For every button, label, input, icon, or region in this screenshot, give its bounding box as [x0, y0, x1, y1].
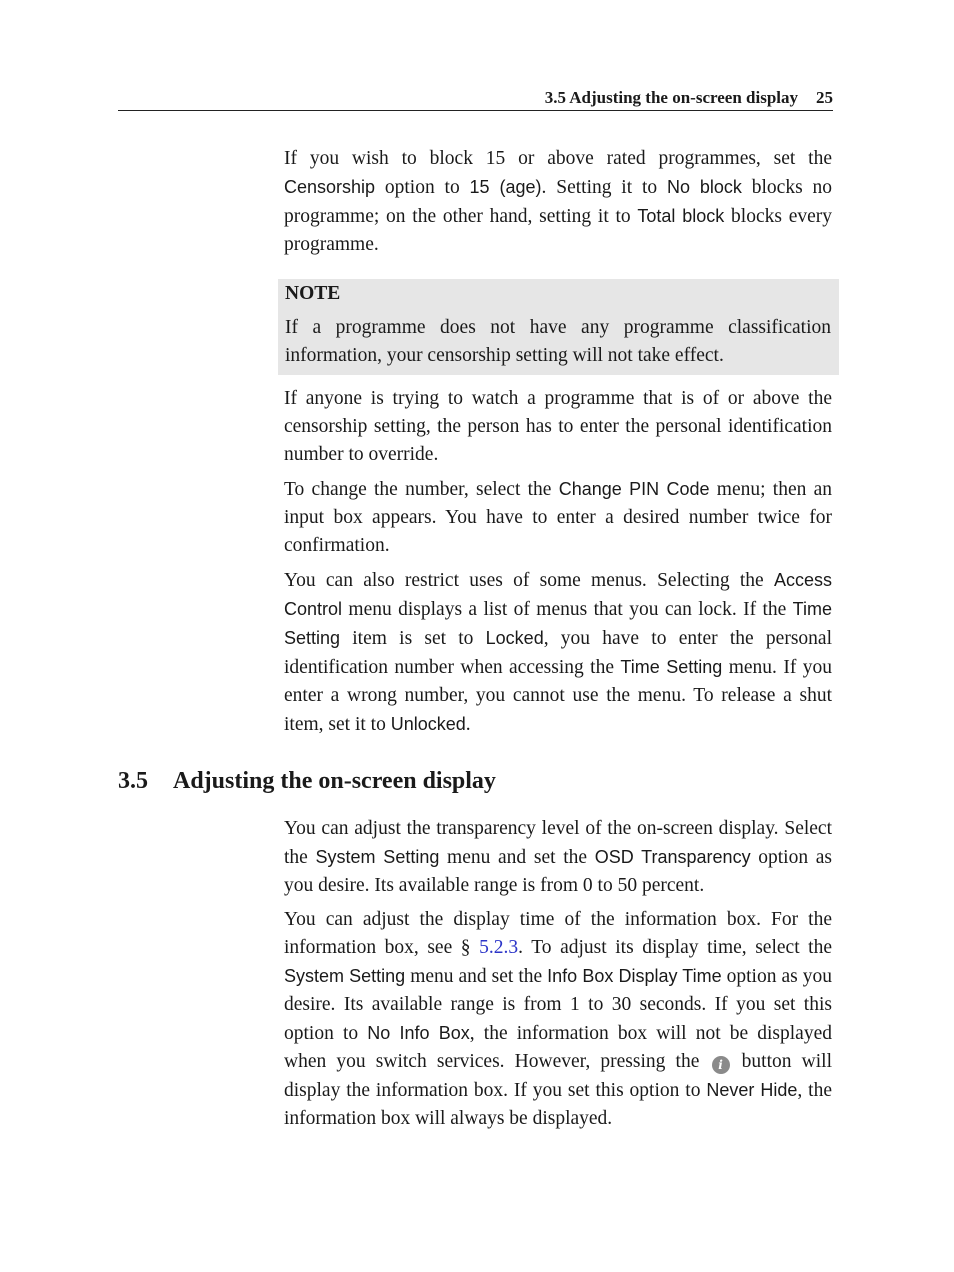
ui-term-censorship: Censorship [284, 177, 376, 197]
ui-term-15-age: 15 (age) [469, 177, 542, 197]
running-header-title: 3.5 Adjusting the on-screen display [544, 88, 798, 107]
paragraph-info-box [284, 906, 832, 1133]
paragraph-override: If anyone is trying to watch a programme that is of or above the censorship setting, the person has to enter the personal identification number to override. [284, 388, 832, 465]
paragraph-change-pin [284, 475, 832, 560]
text-run: menu displays a list of menus that you can lock. If the [342, 599, 793, 620]
ui-term-info-box-display-time: Info Box Display Time [547, 966, 722, 986]
text-run: , you have to enter the personal identification number when accessing the [284, 628, 832, 678]
text-run: menu; then an input box appears. You have to enter a desired number twice for confirmation. [284, 479, 833, 556]
info-button-icon: i [712, 1056, 730, 1074]
ui-term-access-control: Access Control [284, 570, 832, 619]
text-run: You can adjust the transparency level of the on-screen display. Select the [284, 818, 832, 868]
text-block-pin [284, 385, 832, 745]
section-heading [118, 765, 833, 797]
ui-term-system-setting: System Setting [315, 847, 440, 867]
text-run: menu and set the [405, 966, 548, 987]
section-link-5-2-3[interactable]: 5.2.3 [479, 937, 519, 958]
text-run: button will display the information box. If you set this option to [284, 1051, 832, 1101]
ui-term-time-setting: Time Setting [284, 599, 832, 648]
ui-term-time-setting-2: Time Setting [620, 657, 723, 677]
text-run: You can also restrict uses of some menus. Selecting the [284, 570, 774, 591]
text-run: option to [375, 177, 470, 198]
ui-term-osd-transparency: OSD Transparency [594, 847, 751, 867]
ui-term-never-hide: Never Hide [706, 1080, 798, 1100]
text-run: You can adjust the display time of the information box. For the information box, see § [284, 909, 832, 958]
page-number: 25 [816, 88, 833, 107]
text-run: item is set to [340, 628, 486, 649]
ui-term-system-setting-2: System Setting [284, 966, 406, 986]
note-text: If a programme does not have any programme classification information, your censorship setting will not take effect. [285, 317, 831, 366]
note-title: NOTE [285, 283, 341, 304]
text-run: option as you desire. Its available range is from 1 to 30 seconds. If you set this option to [284, 966, 832, 1044]
section-title: Adjusting the on-screen display [173, 768, 496, 794]
ui-term-no-block: No block [666, 177, 742, 197]
text-run: . Setting it to [541, 177, 667, 198]
text-block-osd [284, 815, 832, 1139]
paragraph-access-control [284, 566, 832, 739]
note-box [278, 279, 839, 375]
text-run: blocks no programme; on the other hand, setting it to [284, 177, 832, 227]
paragraph-censorship [284, 145, 832, 265]
paragraph-censorship-text [284, 145, 832, 259]
text-run: If you wish to block 15 or above rated programmes, set the [284, 148, 832, 169]
text-run: , the information box will not be displayed when you switch services. However, pressing the [284, 1023, 832, 1072]
ui-term-locked: Locked [485, 628, 544, 648]
text-run: To change the number, select the [284, 479, 559, 500]
text-run: , the information box will always be displayed. [284, 1080, 832, 1129]
section-number: 3.5 [118, 768, 148, 794]
ui-term-total-block: Total block [637, 206, 725, 226]
text-run: option as you desire. Its available range is from 0 to 50 percent. [284, 847, 833, 896]
ui-term-no-info-box: No Info Box [367, 1023, 470, 1043]
text-run: . To adjust its display time, select the [518, 937, 833, 958]
text-run: menu. If you enter a wrong number, you cannot use the menu. To release a shut item, set it to [284, 657, 832, 735]
text-run: blocks every programme. [284, 206, 833, 255]
ui-term-unlocked: Unlocked [390, 714, 466, 734]
running-header [118, 86, 833, 111]
text-run: menu and set the [439, 847, 595, 868]
paragraph-osd-transparency [284, 815, 832, 900]
ui-term-change-pin-code: Change PIN Code [558, 479, 710, 499]
text-run: . [465, 714, 471, 735]
